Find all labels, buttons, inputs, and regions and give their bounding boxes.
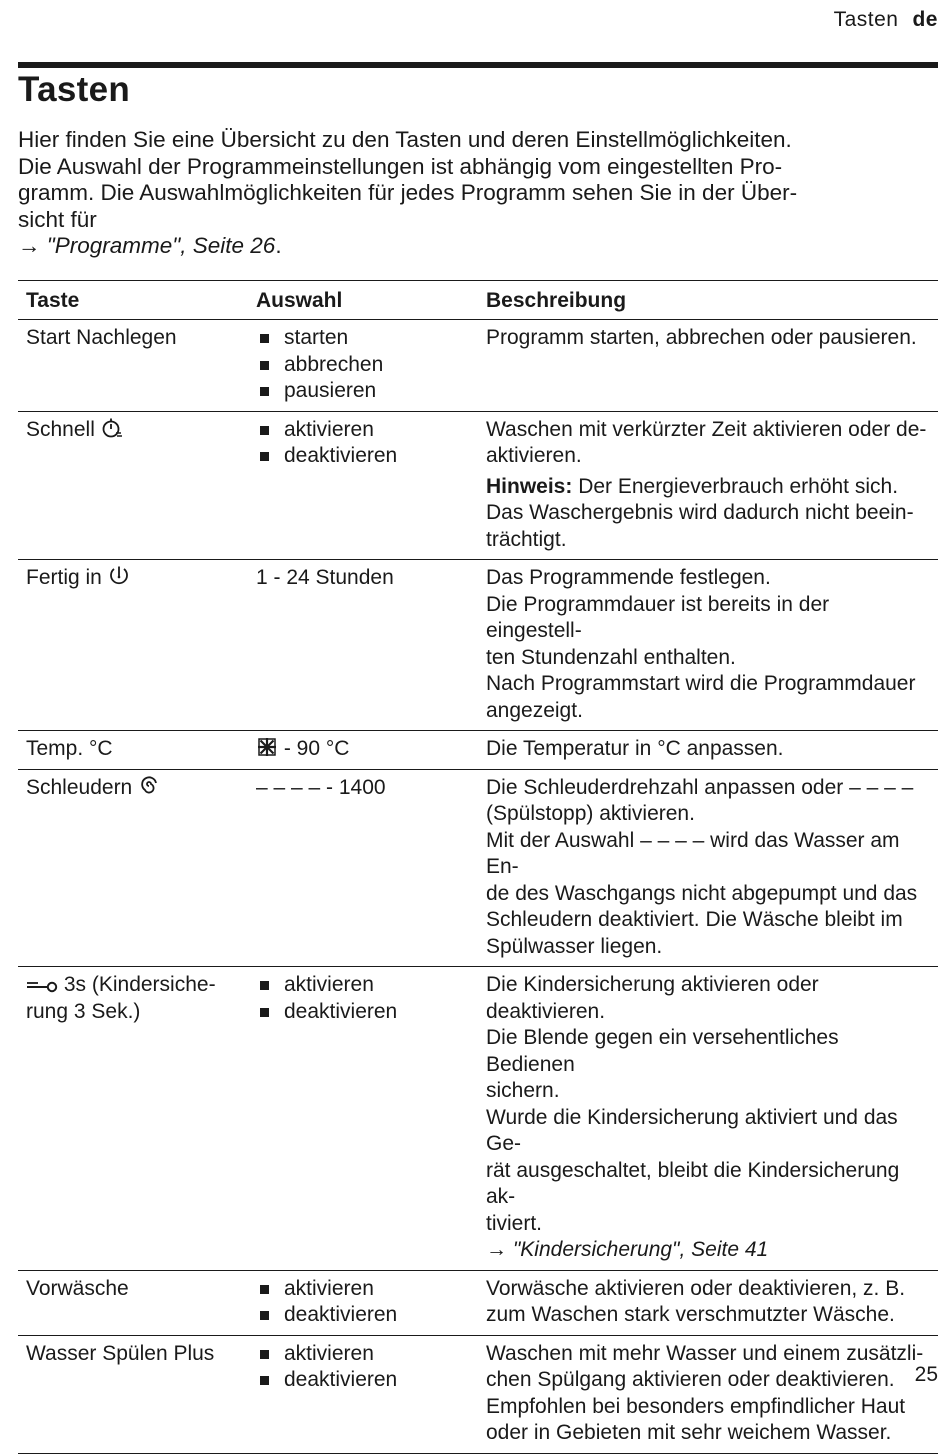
- description-cell: [478, 1270, 938, 1335]
- auswahl-cell: [248, 731, 478, 770]
- table-row: [18, 1270, 938, 1335]
- intro-paragraph: [18, 127, 928, 260]
- description-cell: [478, 411, 938, 560]
- header-section: Tasten: [833, 8, 899, 31]
- description-line: Die Kindersicherung aktivieren oder deaktivieren.: [486, 973, 819, 1023]
- table-row: [18, 411, 938, 560]
- description-line: tiviert.: [486, 1211, 543, 1235]
- taste-cell: [18, 769, 248, 967]
- page-number: 25: [914, 1363, 938, 1386]
- finish-in-timer-icon: [108, 565, 130, 587]
- intro-line: Die Auswahl der Programmeinstellungen ist abhängig vom eingestellten Pro-: [18, 153, 783, 179]
- taste-label: Schleudern: [26, 775, 133, 799]
- description-line: Empfohlen bei besonders empfindlicher Haut: [486, 1394, 906, 1418]
- description-cell: [478, 320, 938, 412]
- description-line: Schleudern deaktiviert. Die Wäsche bleibt im: [486, 908, 903, 931]
- description-line: angezeigt.: [486, 698, 583, 722]
- description-line: Waschen mit verkürzter Zeit aktivieren oder de-: [486, 417, 927, 441]
- taste-cell: Vorwäsche: [26, 1276, 129, 1300]
- taste-cell: [18, 560, 248, 731]
- list-item: aktivieren: [256, 972, 470, 999]
- spin-spiral-icon: [138, 775, 160, 797]
- table-row: [18, 560, 938, 731]
- note-line: trächtigt.: [486, 527, 567, 551]
- table-row: [18, 731, 938, 770]
- title-rule: [18, 62, 938, 68]
- list-item: aktivieren: [256, 1276, 470, 1303]
- intro-line: Hier finden Sie eine Übersicht zu den Tasten und deren Einstellmöglichkeiten.: [18, 127, 792, 152]
- running-header: [834, 8, 938, 32]
- description-line: rät ausgeschaltet, bleibt die Kindersicherung ak-: [486, 1158, 900, 1208]
- description-line: Spülwasser liegen.: [486, 934, 663, 958]
- taste-cell: Start Nachlegen: [26, 326, 177, 349]
- description-line: zum Waschen stark verschmutzter Wäsche.: [486, 1303, 895, 1326]
- auswahl-cell: – – – – - 1400: [256, 775, 386, 799]
- taste-cell: [18, 411, 248, 560]
- auswahl-cell: [248, 320, 478, 412]
- table-row: [18, 320, 938, 412]
- taste-label: Schnell: [26, 417, 95, 441]
- list-item: pausieren: [256, 378, 470, 405]
- description-line: Das Programmende festlegen.: [486, 566, 771, 589]
- taste-label: 3s (Kindersiche-: [63, 973, 216, 996]
- description-cell: [478, 560, 938, 731]
- taste-cell: [18, 967, 248, 1271]
- description-line: oder in Gebieten mit sehr weichem Wasser.: [486, 1421, 892, 1444]
- description-cell: [478, 769, 938, 967]
- description-line: ten Stundenzahl enthalten.: [486, 645, 736, 669]
- column-header-taste: Taste: [18, 281, 248, 320]
- description-line: Waschen mit mehr Wasser und einem zusätzli-: [486, 1341, 924, 1365]
- description-line: aktivieren.: [486, 444, 582, 467]
- taste-cell: Temp. °C: [26, 737, 113, 760]
- table-row: [18, 1335, 938, 1453]
- note-line: Der Energieverbrauch erhöht sich.: [578, 474, 899, 498]
- list-item: deaktivieren: [256, 1302, 470, 1329]
- taste-label: Fertig in: [26, 566, 102, 589]
- list-item: abbrechen: [256, 352, 470, 379]
- description-line: Die Programmdauer ist bereits in der eingestell-: [486, 592, 830, 642]
- description-cell: [478, 731, 938, 770]
- description-cell: [478, 967, 938, 1271]
- table-header-row: [18, 281, 938, 320]
- column-header-auswahl: Auswahl: [248, 281, 478, 320]
- description-line: Programm starten, abbrechen oder pausieren.: [486, 326, 917, 349]
- column-header-beschreibung: Beschreibung: [478, 281, 938, 320]
- auswahl-cell: [248, 1270, 478, 1335]
- quick-timer-icon: [101, 417, 123, 439]
- note-line: Das Waschergebnis wird dadurch nicht beein-: [486, 501, 914, 524]
- list-item: deaktivieren: [256, 999, 470, 1026]
- buttons-table: [18, 280, 938, 1454]
- description-line: Die Temperatur in °C anpassen.: [486, 737, 784, 760]
- description-line: chen Spülgang aktivieren oder deaktivieren.: [486, 1368, 895, 1391]
- description-line: (Spülstopp) aktivieren.: [486, 802, 695, 825]
- note-block: [486, 474, 930, 554]
- note-label: Hinweis:: [486, 474, 573, 498]
- cross-reference-link[interactable]: → "Programme", Seite 26: [18, 233, 276, 258]
- list-item: starten: [256, 325, 470, 352]
- auswahl-cell: [248, 1335, 478, 1453]
- key-icon: [26, 978, 58, 994]
- header-language: de: [912, 8, 938, 31]
- description-line: Mit der Auswahl – – – – wird das Wasser am En-: [486, 828, 900, 878]
- table-row: [18, 769, 938, 967]
- list-item: deaktivieren: [256, 1367, 470, 1394]
- description-line: sichern.: [486, 1079, 560, 1102]
- description-line: Die Schleuderdrehzahl anpassen oder – – – –: [486, 775, 914, 799]
- intro-line: gramm. Die Auswahlmöglichkeiten für jedes Programm sehen Sie in der Über-: [18, 180, 798, 205]
- description-cell: [478, 1335, 938, 1453]
- list-item: aktivieren: [256, 417, 470, 444]
- page-title: Tasten: [18, 70, 131, 109]
- description-line: Nach Programmstart wird die Programmdauer: [486, 672, 916, 695]
- cold-snowflake-icon: [256, 736, 278, 758]
- auswahl-cell: [248, 411, 478, 560]
- auswahl-cell: [248, 967, 478, 1271]
- taste-cell: Wasser Spülen Plus: [26, 1341, 215, 1365]
- intro-period: .: [275, 233, 282, 258]
- list-item: aktivieren: [256, 1341, 470, 1368]
- description-line: de des Waschgangs nicht abgepumpt und das: [486, 881, 918, 905]
- temperature-range: - 90 °C: [283, 737, 350, 760]
- table-row: [18, 967, 938, 1271]
- cross-reference-link[interactable]: → "Kindersicherung", Seite 41: [486, 1238, 769, 1261]
- taste-label: rung 3 Sek.): [26, 999, 141, 1023]
- list-item: deaktivieren: [256, 443, 470, 470]
- intro-line: sicht für: [18, 206, 97, 232]
- description-line: Die Blende gegen ein versehentliches Bedienen: [486, 1026, 839, 1076]
- description-line: Wurde die Kindersicherung aktiviert und das Ge-: [486, 1105, 898, 1155]
- auswahl-cell: 1 - 24 Stunden: [256, 566, 394, 589]
- description-line: Vorwäsche aktivieren oder deaktivieren, z. B.: [486, 1276, 906, 1300]
